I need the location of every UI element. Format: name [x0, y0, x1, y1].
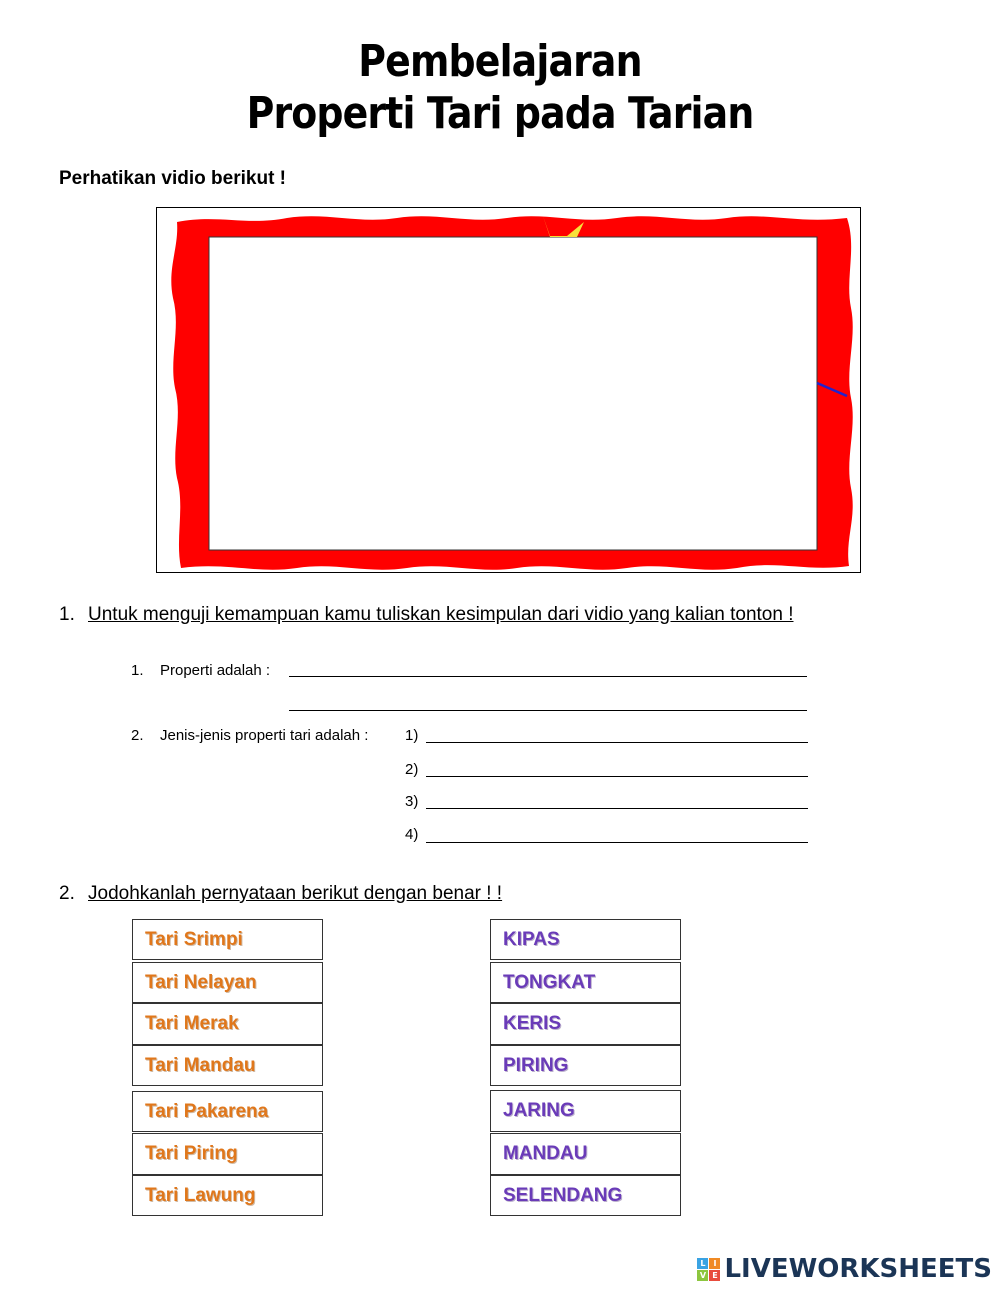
- q1-item1-label: Properti adalah :: [160, 662, 271, 679]
- intro-instruction: Perhatikan vidio berikut !: [59, 168, 286, 189]
- match-right-item[interactable]: MANDAU: [490, 1133, 681, 1175]
- match-left-item[interactable]: Tari Srimpi: [132, 919, 323, 960]
- answer-label-2: 2): [405, 761, 419, 778]
- liveworksheets-logo: [697, 1254, 992, 1284]
- logo-mark-letter: V: [697, 1270, 708, 1281]
- question-1-text: Untuk menguji kemampuan kamu tuliskan kesimpulan dari vidio yang kalian tonton !: [88, 604, 794, 625]
- question-2-text: Jodohkanlah pernyataan berikut dengan benar ! !: [88, 883, 503, 904]
- answer-label-4: 4): [405, 826, 419, 843]
- match-left-item[interactable]: Tari Pakarena: [132, 1091, 323, 1132]
- q1-item1-number: 1.: [131, 662, 144, 679]
- answer-line-property-2[interactable]: [289, 710, 807, 711]
- logo-mark-letter: I: [709, 1258, 720, 1269]
- video-screen: [209, 237, 817, 550]
- answer-line-type-4[interactable]: [426, 842, 808, 843]
- answer-line-property-1[interactable]: [289, 676, 807, 677]
- answer-line-type-2[interactable]: [426, 776, 808, 777]
- match-left-item[interactable]: Tari Piring: [132, 1133, 323, 1175]
- video-frame-image: [157, 208, 862, 574]
- answer-line-type-3[interactable]: [426, 808, 808, 809]
- video-player[interactable]: [156, 207, 861, 573]
- answer-label-3: 3): [405, 793, 419, 810]
- page-title-line1: Pembelajaran: [358, 36, 642, 87]
- answer-label-1: 1): [405, 727, 419, 744]
- answer-line-type-1[interactable]: [426, 742, 808, 743]
- question-2: [59, 883, 502, 905]
- logo-mark-letter: L: [697, 1258, 708, 1269]
- match-right-item[interactable]: PIRING: [490, 1045, 681, 1086]
- match-left-item[interactable]: Tari Lawung: [132, 1175, 323, 1216]
- question-2-number: 2.: [59, 883, 75, 904]
- match-right-item[interactable]: JARING: [490, 1090, 681, 1132]
- match-right-item[interactable]: KIPAS: [490, 919, 681, 960]
- page-title-line2: Properti Tari pada Tarian: [246, 88, 754, 139]
- match-left-item[interactable]: Tari Mandau: [132, 1045, 323, 1086]
- liveworksheets-logo-icon: [697, 1258, 720, 1281]
- q1-item2-label: Jenis-jenis properti tari adalah :: [160, 727, 369, 744]
- match-right-item[interactable]: SELENDANG: [490, 1175, 681, 1216]
- q1-item2-number: 2.: [131, 727, 144, 744]
- liveworksheets-logo-text: LIVEWORKSHEETS: [724, 1254, 992, 1284]
- question-1-number: 1.: [59, 604, 75, 625]
- match-left-item[interactable]: Tari Merak: [132, 1003, 323, 1045]
- match-right-item[interactable]: KERIS: [490, 1003, 681, 1045]
- question-1: [59, 604, 794, 626]
- match-left-item[interactable]: Tari Nelayan: [132, 962, 323, 1003]
- logo-mark-letter: E: [709, 1270, 720, 1281]
- match-right-item[interactable]: TONGKAT: [490, 962, 681, 1003]
